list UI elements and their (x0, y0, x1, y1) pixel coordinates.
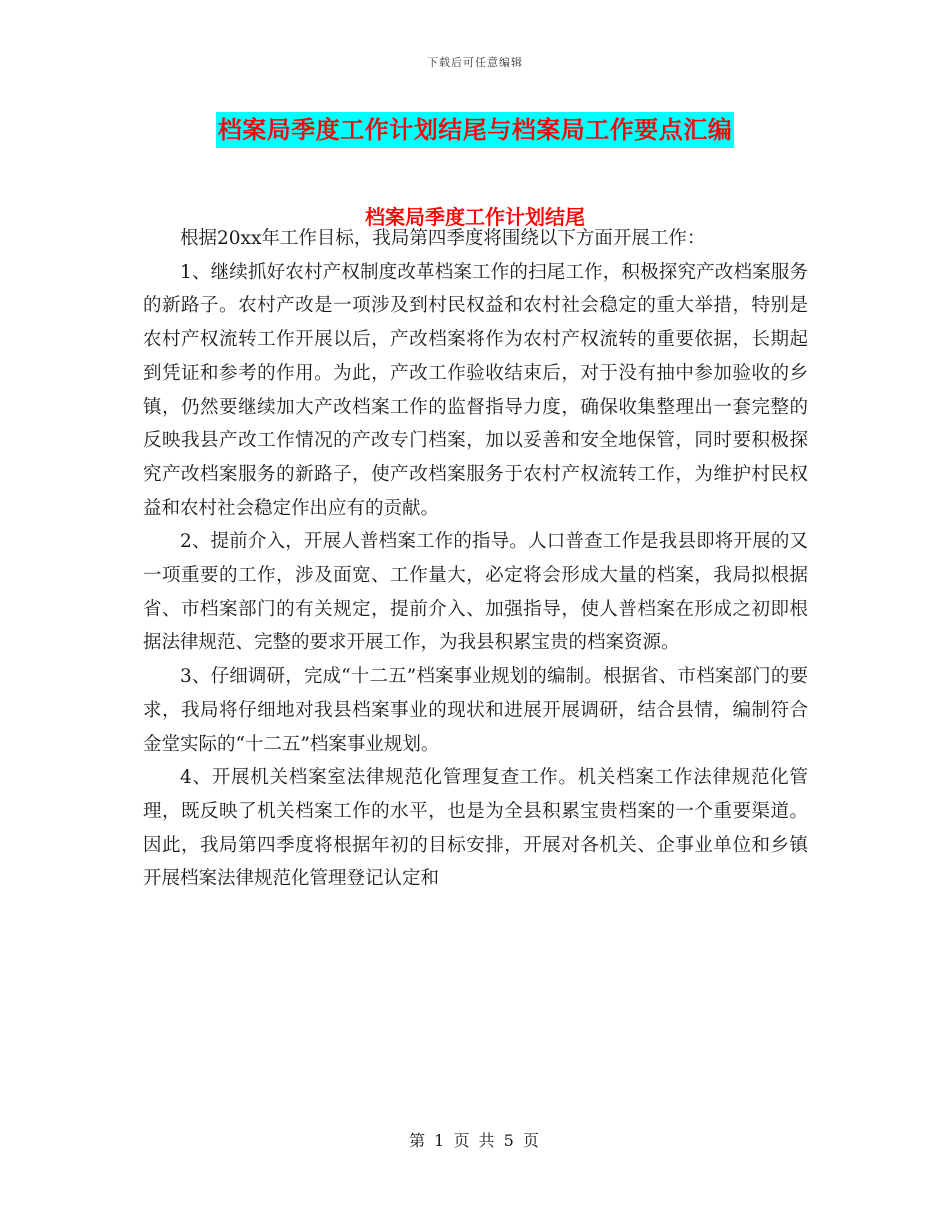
body-text (143, 222, 808, 896)
paragraph-item-1: 1、继续抓好农村产权制度改革档案工作的扫尾工作，积极探究产改档案服务的新路子。农村产改是一项涉及到村民权益和农村社会稳定的重大举措，特别是农村产权流转工作开展以后，产改档案将作为农村产权流转的重要依据，长期起到凭证和参考的作用。为此，产改工作验收结束后，对于没有抽中参加验收的乡镇，仍然要继续加大产改档案工作的监督指导力度，确保收集整理出一套完整的反映我县产改工作情况的产改专门档案，加以妥善和安全地保管，同时要积极探究产改档案服务的新路子，使产改档案服务于农村产权流转工作，为维护村民权益和农村社会稳定作出应有的贡献。 (143, 261, 808, 519)
paragraph-item-4: 4、开展机关档案室法律规范化管理复查工作。机关档案工作法律规范化管理，既反映了机关档案工作的水平，也是为全县积累宝贵档案的一个重要渠道。因此，我局第四季度将根据年初的目标安排，开展对各机关、企事业单位和乡镇开展档案法律规范化管理登记认定和 (143, 767, 808, 890)
paragraph-item-3: 3、仔细调研，完成“十二五”档案事业规划的编制。根据省、市档案部门的要求，我局将仔细地对我县档案事业的现状和进展开展调研，结合县情，编制符合金堂实际的“十二五”档案事业规划。 (143, 666, 808, 755)
document-title: 档案局季度工作计划结尾与档案局工作要点汇编 (216, 112, 735, 148)
paragraph-intro: 根据20xx年工作目标，我局第四季度将围绕以下方面开展工作： (180, 228, 706, 249)
paragraph-item-2: 2、提前介入，开展人普档案工作的指导。人口普查工作是我县即将开展的又一项重要的工作，涉及面宽、工作量大，必定将会形成大量的档案，我局拟根据省、市档案部门的有关规定，提前介入、加强指导，使人普档案在形成之初即根据法律规范、完整的要求开展工作，为我县积累宝贵的档案资源。 (143, 531, 808, 654)
title-block (0, 112, 950, 148)
header-note: 下载后可任意编辑 (427, 56, 523, 69)
section-title: 档案局季度工作计划结尾 (365, 205, 585, 229)
page-number: 第 1 页 共 5 页 (409, 1131, 541, 1150)
